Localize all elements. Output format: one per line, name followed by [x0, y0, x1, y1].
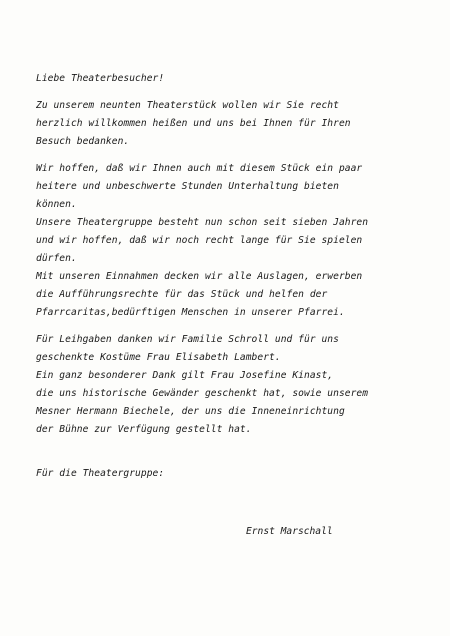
spacer — [36, 151, 426, 160]
text-line: Mesner Hermann Biechele, der uns die Inneneinrichtung — [36, 406, 345, 417]
text-line: Ein ganz besonderer Dank gilt Frau Josefine Kinast, — [36, 370, 334, 381]
spacer — [36, 439, 426, 465]
text-line: herzlich willkommen heißen und uns bei Ihnen für Ihren — [36, 118, 351, 129]
text-line: Pfarrcaritas,bedürftigen Menschen in unserer Pfarrei. — [36, 307, 345, 318]
paragraph-thanks — [36, 331, 426, 439]
text-line: Mit unseren Einnahmen decken wir alle Auslagen, erwerben — [36, 271, 363, 282]
text-line: dürfen. — [36, 253, 77, 264]
text-line: Besuch bedanken. — [36, 136, 130, 147]
text-line: Zu unserem neunten Theaterstück wollen wir Sie recht — [36, 100, 339, 111]
signature-name: Ernst Marschall — [246, 526, 333, 537]
spacer — [36, 88, 426, 97]
text-line: der Bühne zur Verfügung gestellt hat. — [36, 424, 252, 435]
paragraph-welcome — [36, 97, 426, 151]
spacer — [36, 322, 426, 331]
closing: Für die Theatergruppe: — [36, 468, 165, 479]
text-line: die uns historische Gewänder geschenkt hat, sowie unserem — [36, 388, 369, 399]
text-line: Für Leihgaben danken wir Familie Schroll und für uns — [36, 334, 339, 345]
text-line: die Aufführungsrechte für das Stück und helfen der — [36, 289, 328, 300]
text-line: heitere und unbeschwerte Stunden Unterhaltung bieten — [36, 181, 339, 192]
letter-body — [36, 70, 426, 483]
text-line: und wir hoffen, daß wir noch recht lange für Sie spielen — [36, 235, 363, 246]
text-line: Unsere Theatergruppe besteht nun schon seit sieben Jahren — [36, 217, 369, 228]
text-line: können. — [36, 199, 77, 210]
text-line: Wir hoffen, daß wir Ihnen auch mit diesem Stück ein paar — [36, 163, 363, 174]
paragraph-group-info — [36, 160, 426, 322]
text-line: geschenkte Kostüme Frau Elisabeth Lambert. — [36, 352, 281, 363]
salutation: Liebe Theaterbesucher! — [36, 73, 165, 84]
